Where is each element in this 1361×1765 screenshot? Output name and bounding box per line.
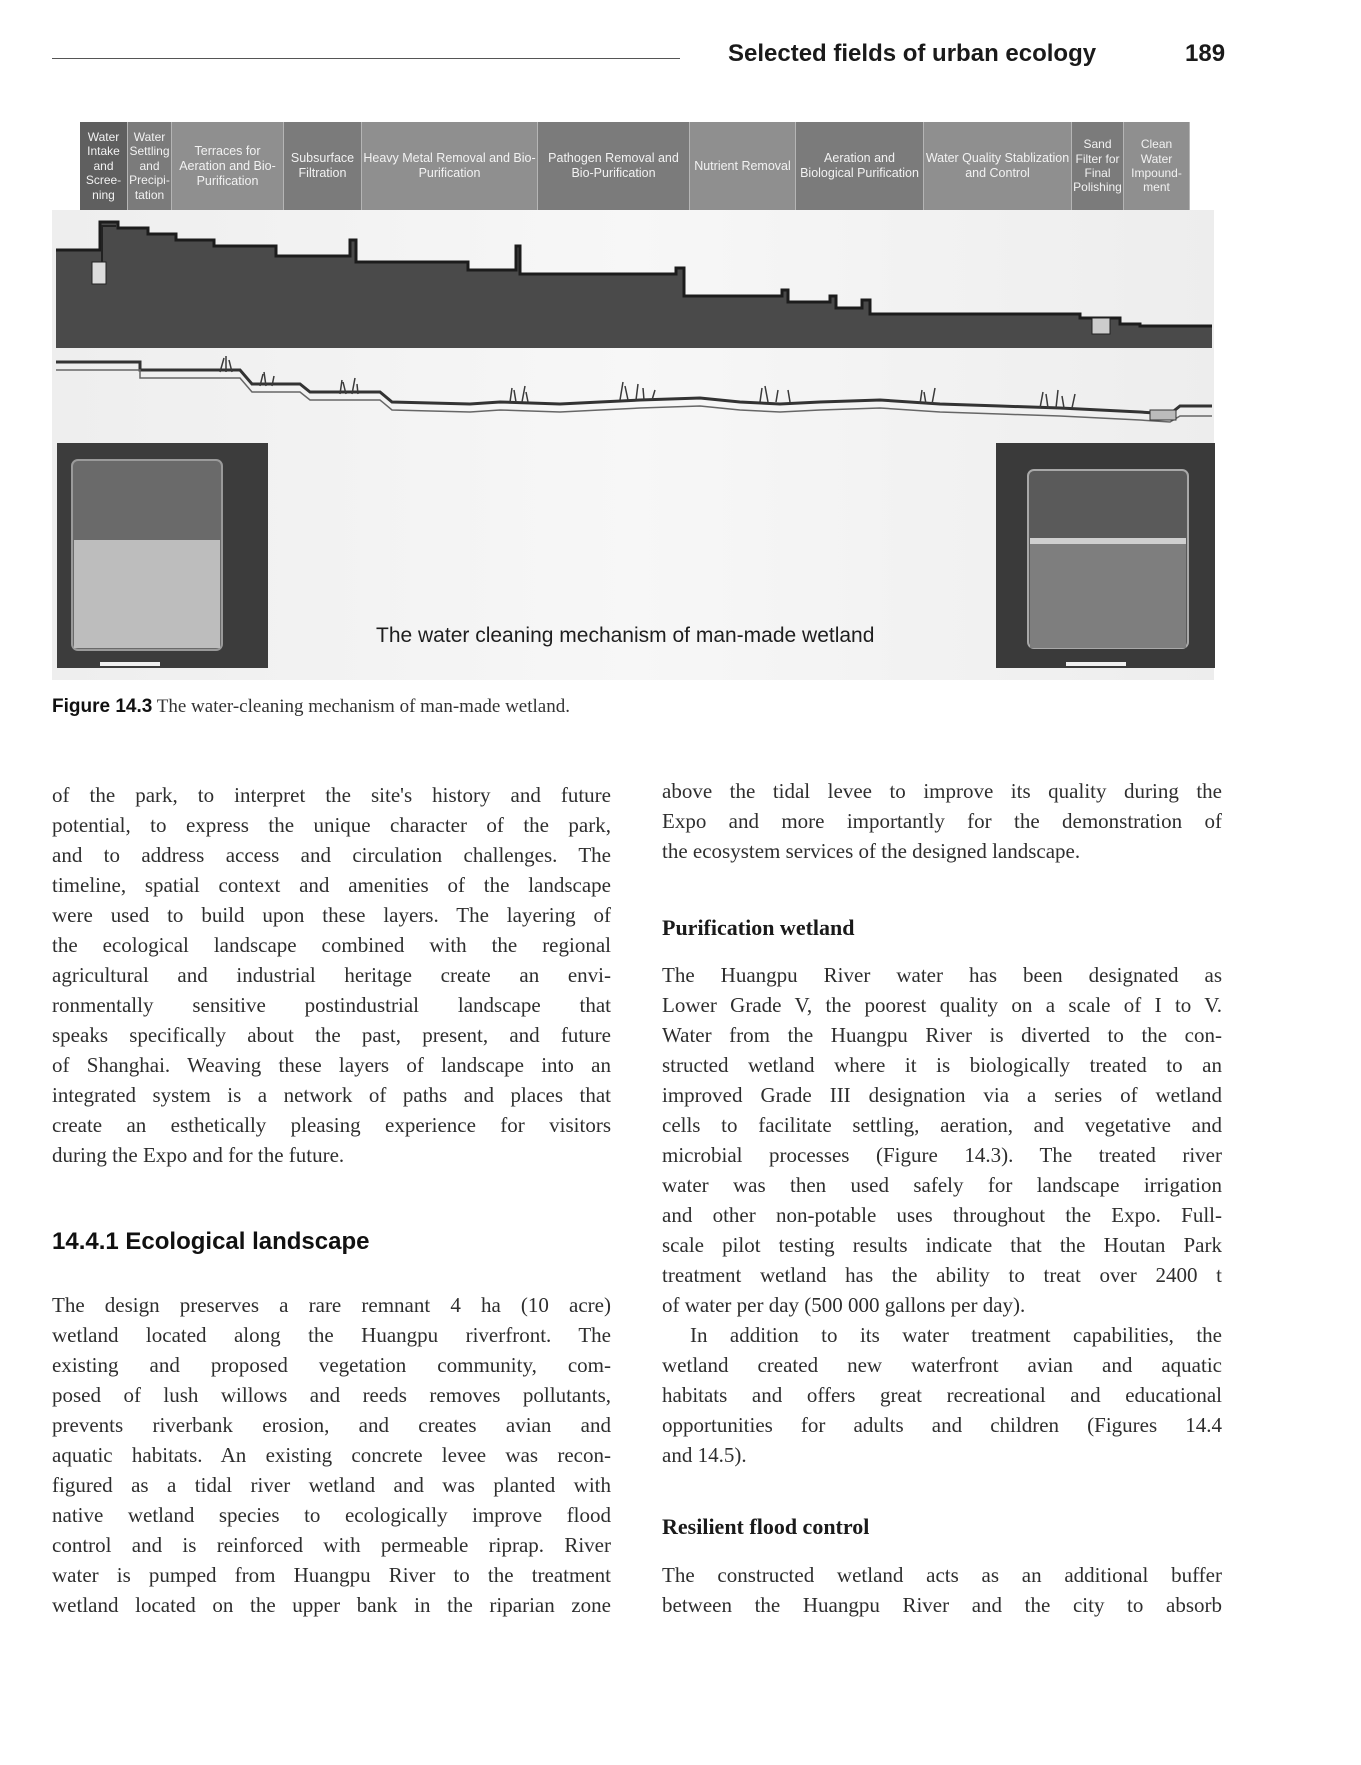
stage-label: Sand Filter for Final Polishing xyxy=(1072,122,1124,210)
text-line: structed wetland where it is biologically treated to an xyxy=(662,1053,1222,1077)
text-line: ronmentally sensitive postindustrial landscape that xyxy=(52,993,611,1017)
text-line: scale pilot testing results indicate that the Houtan Park xyxy=(662,1233,1222,1257)
text-line: between the Huangpu River and the city to absorb xyxy=(662,1593,1222,1617)
text-line: the ecological landscape combined with the regional xyxy=(52,933,611,957)
figure-caption-label: Figure 14.3 xyxy=(52,696,153,717)
stage-label: Nutrient Removal xyxy=(690,122,796,210)
text-line: In addition to its water treatment capabilities, the xyxy=(690,1323,1222,1347)
text-line: control and is reinforced with permeable riprap. River xyxy=(52,1533,611,1557)
text-line: The constructed wetland acts as an additional buffer xyxy=(662,1563,1222,1587)
text-line: treatment wetland has the ability to treat over 2400 t xyxy=(662,1263,1222,1287)
text-line: wetland located along the Huangpu riverfront. The xyxy=(52,1323,611,1347)
running-title: Selected fields of urban ecology xyxy=(728,40,1097,67)
stage-label: Water Settling and Precipi-tation xyxy=(128,122,172,210)
text-line: habitats and offers great recreational and educational xyxy=(662,1383,1222,1407)
text-line: prevents riverbank erosion, and creates avian and xyxy=(52,1413,611,1437)
text-line: The design preserves a rare remnant 4 ha (10 acre) xyxy=(52,1293,611,1317)
text-line: of Shanghai. Weaving these layers of landscape into an xyxy=(52,1053,611,1077)
text-line: speaks specifically about the past, present, and future xyxy=(52,1023,611,1047)
text-line: cells to facilitate settling, aeration, and vegetative and xyxy=(662,1113,1222,1137)
text-line: of the park, to interpret the site's history and future xyxy=(52,783,611,807)
text-line: wetland located on the upper bank in the riparian zone xyxy=(52,1593,611,1617)
left-column-paragraph-2 xyxy=(52,1290,611,1620)
text-line: wetland created new waterfront avian and aquatic xyxy=(662,1353,1222,1377)
text-line: Water from the Huangpu River is diverted to the con- xyxy=(662,1023,1222,1047)
text-line: of water per day (500 000 gallons per day). xyxy=(662,1293,1026,1317)
section-heading-ecological-landscape: 14.4.1 Ecological landscape xyxy=(52,1228,370,1255)
right-column-paragraph-1 xyxy=(662,776,1222,866)
text-line: above the tidal levee to improve its quality during the xyxy=(662,779,1222,803)
text-line: timeline, spatial context and amenities of the landscape xyxy=(52,873,611,897)
right-column-paragraph-4 xyxy=(662,1560,1222,1620)
stage-label: Terraces for Aeration and Bio-Purification xyxy=(172,122,284,210)
text-line: figured as a tidal river wetland and was planted with xyxy=(52,1473,611,1497)
stage-label: Pathogen Removal and Bio-Purification xyxy=(538,122,690,210)
text-line: water is pumped from Huangpu River to the treatment xyxy=(52,1563,611,1587)
page-number: 189 xyxy=(1185,40,1226,67)
figure-caption-text: The water-cleaning mechanism of man-made wetland. xyxy=(156,696,570,717)
text-line: existing and proposed vegetation community, com- xyxy=(52,1353,611,1377)
figure-caption xyxy=(52,696,570,718)
text-line: Expo and more importantly for the demonstration of xyxy=(662,809,1222,833)
figure-inline-title: The water cleaning mechanism of man-made wetland xyxy=(376,624,875,647)
right-column-paragraph-2 xyxy=(662,960,1222,1320)
text-line: and other non-potable uses throughout the Expo. Full- xyxy=(662,1203,1222,1227)
text-line: potential, to express the unique character of the park, xyxy=(52,813,611,837)
text-line: aquatic habitats. An existing concrete levee was recon- xyxy=(52,1443,611,1467)
text-line: opportunities for adults and children (Figures 14.4 xyxy=(662,1413,1222,1437)
stage-label: Clean Water Impound-ment xyxy=(1124,122,1190,210)
text-line: create an esthetically pleasing experience for visitors xyxy=(52,1113,611,1137)
text-line: were used to build upon these layers. The layering of xyxy=(52,903,611,927)
text-line: integrated system is a network of paths and places that xyxy=(52,1083,611,1107)
text-line: Lower Grade V, the poorest quality on a scale of I to V. xyxy=(662,993,1222,1017)
text-line: posed of lush willows and reeds removes pollutants, xyxy=(52,1383,611,1407)
text-line: and 14.5). xyxy=(662,1443,747,1467)
text-line: improved Grade III designation via a series of wetland xyxy=(662,1083,1222,1107)
stage-label: Water Intake and Scree-ning xyxy=(80,122,128,210)
text-line: and to address access and circulation challenges. The xyxy=(52,843,611,867)
text-line: the ecosystem services of the designed landscape. xyxy=(662,839,1081,863)
stage-label: Heavy Metal Removal and Bio-Purification xyxy=(362,122,538,210)
section-heading-resilient-flood-control: Resilient flood control xyxy=(662,1514,870,1539)
left-column-paragraph-1 xyxy=(52,780,611,1170)
section-heading-purification-wetland: Purification wetland xyxy=(662,915,855,940)
text-line: native wetland species to ecologically improve flood xyxy=(52,1503,611,1527)
stage-label: Water Quality Stablization and Control xyxy=(924,122,1072,210)
text-line: The Huangpu River water has been designated as xyxy=(662,963,1222,987)
text-line: agricultural and industrial heritage create an envi- xyxy=(52,963,611,987)
stage-label: Aeration and Biological Purification xyxy=(796,122,924,210)
text-line: microbial processes (Figure 14.3). The treated river xyxy=(662,1143,1222,1167)
stage-label: Subsurface Filtration xyxy=(284,122,362,210)
right-column-paragraph-3 xyxy=(662,1320,1222,1470)
text-line: water was then used safely for landscape irrigation xyxy=(662,1173,1222,1197)
text-line: during the Expo and for the future. xyxy=(52,1143,345,1167)
